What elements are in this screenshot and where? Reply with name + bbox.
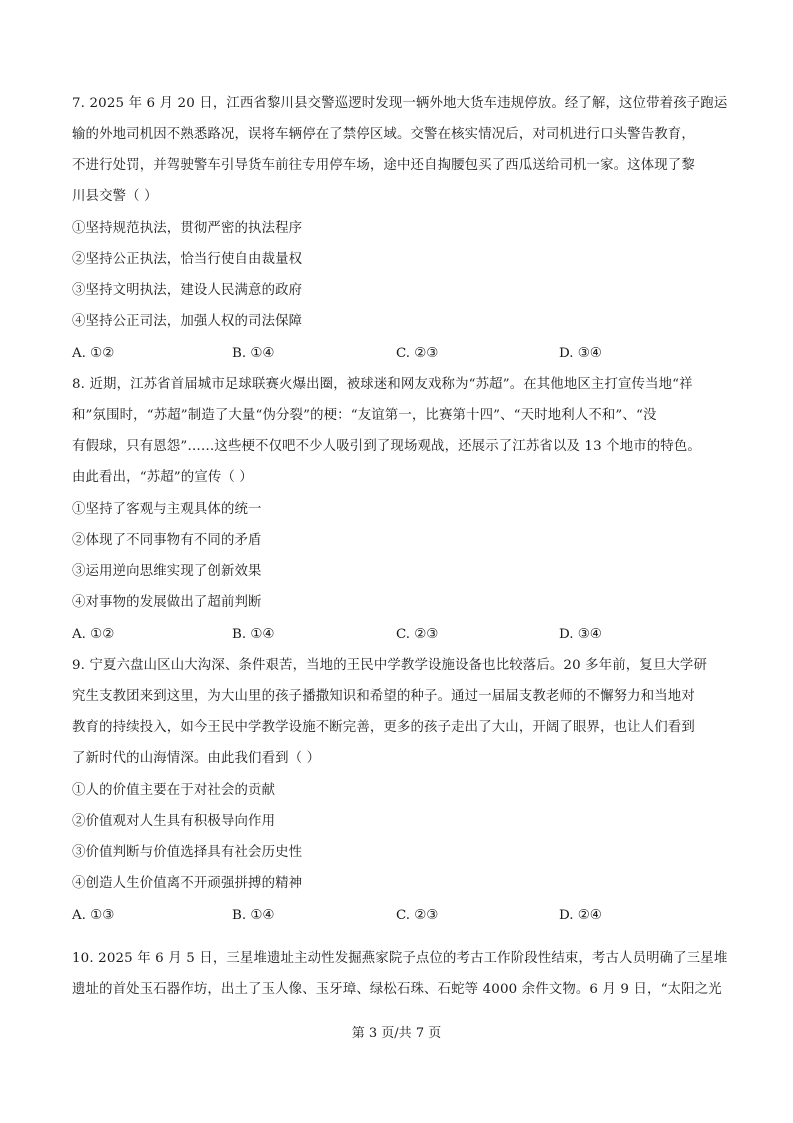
question-8-option-d[interactable]: D. ③④ <box>559 627 602 642</box>
question-7-option-a[interactable]: A. ①② <box>72 346 115 361</box>
question-7-stem-line-3: 不进行处罚，并驾驶警车引导货车前往专用停车场，途中还自掏腰包买了西瓜送给司机一家。这体现了黎 <box>72 158 695 173</box>
question-9-stem-line-3: 教育的持续投入，如今王民中学教学设施不断完善，更多的孩子走出了大山，开阔了眼界，也让人们看到 <box>72 720 695 735</box>
question-8-stem-line-2: 和”氛围时，“苏超”制造了大量“伪分裂”的梗：“友谊第一，比赛第十四”、“天时地利人不和”、“没 <box>72 408 657 423</box>
question-7-statement-2: ②坚持公正执法，恰当行使自由裁量权 <box>72 252 303 267</box>
question-9-option-c[interactable]: C. ②③ <box>396 908 439 923</box>
question-8-option-a[interactable]: A. ①② <box>72 627 115 642</box>
question-8-option-b[interactable]: B. ①④ <box>232 627 275 642</box>
question-9-stem-line-1: 9. 宁夏六盘山区山大沟深、条件艰苦，当地的王民中学教学设施设备也比较落后。20 多年前，复旦大学研 <box>72 658 708 673</box>
question-7-statement-3: ③坚持文明执法，建设人民满意的政府 <box>72 283 303 298</box>
question-10-stem-line-1: 10. 2025 年 6 月 5 日，三星堆遗址主动性发掘燕家院子点位的考古工作阶段性结束，考古人员明确了三星堆 <box>72 951 728 966</box>
question-7-option-b[interactable]: B. ①④ <box>232 346 275 361</box>
question-9-statement-1: ①人的价值主要在于对社会的贡献 <box>72 783 276 798</box>
question-9-statement-3: ③价值判断与价值选择具有社会历史性 <box>72 845 303 860</box>
question-7-statement-1: ①坚持规范执法，贯彻严密的执法程序 <box>72 221 303 236</box>
question-7-options <box>72 344 728 364</box>
question-8-statement-2: ②体现了不同事物有不同的矛盾 <box>72 533 262 548</box>
question-9-statement-2: ②价值观对人生具有积极导向作用 <box>72 814 276 829</box>
question-7-statement-4: ④坚持公正司法，加强人权的司法保障 <box>72 314 303 329</box>
question-9-stem-line-4: 了新时代的山海情深。由此我们看到（ ） <box>72 751 321 766</box>
question-7-stem-line-2: 输的外地司机因不熟悉路况，误将车辆停在了禁停区域。交警在核实情况后，对司机进行口头警告教育， <box>72 127 695 142</box>
question-10-stem-line-2: 遗址的首处玉石器作坊，出土了玉人像、玉牙璋、绿松石珠、石蛇等 4000 余件文物。6 月 9 日，“太阳之光 <box>72 982 722 997</box>
question-7-stem-line-4: 川县交警（ ） <box>72 189 158 204</box>
question-9-option-b[interactable]: B. ①④ <box>232 908 275 923</box>
question-7-stem-line-1: 7. 2025 年 6 月 20 日，江西省黎川县交警巡逻时发现一辆外地大货车违规停放。经了解，这位带着孩子跑运 <box>72 96 728 111</box>
question-9-stem-line-2: 究生支教团来到这里，为大山里的孩子播撒知识和希望的种子。通过一届届支教老师的不懈努力和当地对 <box>72 689 695 704</box>
question-8-stem-line-3: 有假球，只有恩怨”……这些梗不仅吧不少人吸引到了现场观战，还展示了江苏省以及 13 个地市的特色。 <box>72 439 701 454</box>
question-8-stem-line-1: 8. 近期，江苏省首届城市足球联赛火爆出圈，被球迷和网友戏称为“苏超”。在其他地区主打宣传当地“祥 <box>72 377 693 392</box>
question-9-option-d[interactable]: D. ②④ <box>559 908 602 923</box>
question-7-option-c[interactable]: C. ②③ <box>396 346 439 361</box>
question-8-statement-1: ①坚持了客观与主观具体的统一 <box>72 502 262 517</box>
question-8-statement-4: ④对事物的发展做出了超前判断 <box>72 595 262 610</box>
question-8-options <box>72 625 728 645</box>
question-7-option-d[interactable]: D. ③④ <box>559 346 602 361</box>
question-9-options <box>72 906 728 926</box>
question-8-option-c[interactable]: C. ②③ <box>396 627 439 642</box>
page-number: 第 3 页/共 7 页 <box>351 1026 442 1041</box>
question-9-statement-4: ④创造人生价值离不开顽强拼搏的精神 <box>72 876 303 891</box>
question-9-option-a[interactable]: A. ①③ <box>72 908 115 923</box>
question-8-stem-line-4: 由此看出，“苏超”的宣传（ ） <box>72 470 253 485</box>
question-8-statement-3: ③运用逆向思维实现了创新效果 <box>72 564 262 579</box>
